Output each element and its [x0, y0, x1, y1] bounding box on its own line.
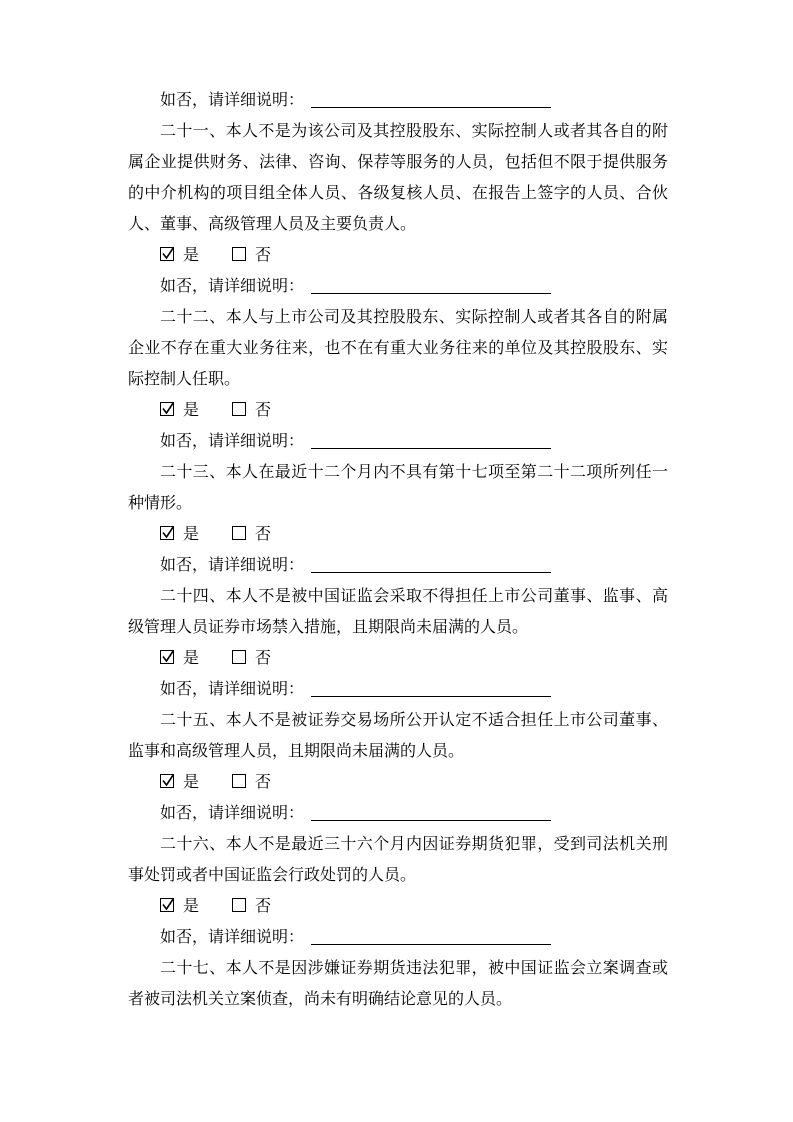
declaration-item: [128, 953, 668, 1015]
document-content: [128, 85, 668, 1015]
no-option[interactable]: [232, 643, 271, 674]
declaration-item: [128, 116, 668, 302]
followup-row: [128, 922, 668, 953]
followup-row: [128, 674, 668, 705]
no-label: 否: [255, 526, 272, 543]
item-text: 二十六、本人不是最近三十六个月内因证券期货犯罪，受到司法机关刑事处罚或者中国证监会行政处罚的人员。: [128, 836, 668, 884]
followup-row-continuation: [128, 85, 668, 116]
item-text: 二十五、本人不是被证券交易场所公开认定不适合担任上市公司董事、监事和高级管理人员，且期限尚未届满的人员。: [128, 712, 668, 760]
followup-prompt: 如否，请详细说明：: [160, 681, 305, 698]
yes-label: 是: [183, 650, 200, 667]
no-checkbox-icon[interactable]: [232, 526, 246, 540]
no-checkbox-icon[interactable]: [232, 650, 246, 664]
no-option[interactable]: [232, 891, 271, 922]
yes-option[interactable]: [160, 519, 199, 550]
no-option[interactable]: [232, 395, 271, 426]
no-label: 否: [255, 247, 272, 264]
declaration-item: [128, 829, 668, 953]
yes-label: 是: [183, 898, 200, 915]
followup-row: [128, 426, 668, 457]
no-option[interactable]: [232, 767, 271, 798]
no-checkbox-icon[interactable]: [232, 774, 246, 788]
yes-checkbox-icon[interactable]: [160, 774, 174, 788]
followup-prompt: 如否，请详细说明：: [160, 433, 305, 450]
item-text: 二十四、本人不是被中国证监会采取不得担任上市公司董事、监事、高级管理人员证券市场禁入措施，且期限尚未届满的人员。: [128, 588, 668, 636]
followup-blank-field[interactable]: [311, 447, 551, 449]
options-row: [128, 240, 668, 271]
item-text: 二十一、本人不是为该公司及其控股股东、实际控制人或者其各自的附属企业提供财务、法律、咨询、保荐等服务的人员，包括但不限于提供服务的中介机构的项目组全体人员、各级复核人员、在报告上签字的人员、合伙人、董事、高级管理人员及主要负责人。: [128, 123, 668, 233]
no-checkbox-icon[interactable]: [232, 402, 246, 416]
yes-label: 是: [183, 247, 200, 264]
followup-prompt: 如否，请详细说明：: [160, 929, 305, 946]
followup-blank-field[interactable]: [311, 695, 551, 697]
declaration-item: [128, 705, 668, 829]
yes-option[interactable]: [160, 891, 199, 922]
options-row: [128, 395, 668, 426]
followup-blank-field[interactable]: [311, 292, 551, 294]
yes-label: 是: [183, 526, 200, 543]
no-checkbox-icon[interactable]: [232, 247, 246, 261]
followup-prompt: 如否，请详细说明：: [160, 557, 305, 574]
followup-blank-field[interactable]: [311, 106, 551, 108]
no-option[interactable]: [232, 519, 271, 550]
followup-blank-field[interactable]: [311, 819, 551, 821]
declaration-item: [128, 457, 668, 581]
followup-blank-field[interactable]: [311, 943, 551, 945]
yes-checkbox-icon[interactable]: [160, 247, 174, 261]
yes-label: 是: [183, 774, 200, 791]
options-row: [128, 643, 668, 674]
no-label: 否: [255, 774, 272, 791]
followup-prompt: 如否，请详细说明：: [160, 805, 305, 822]
followup-prompt: 如否，请详细说明：: [160, 278, 305, 295]
followup-prompt: 如否，请详细说明：: [160, 92, 305, 109]
declaration-item: [128, 302, 668, 457]
no-option[interactable]: [232, 240, 271, 271]
yes-checkbox-icon[interactable]: [160, 402, 174, 416]
yes-option[interactable]: [160, 395, 199, 426]
declaration-item: [128, 581, 668, 705]
no-label: 否: [255, 898, 272, 915]
no-label: 否: [255, 650, 272, 667]
item-text: 二十二、本人与上市公司及其控股股东、实际控制人或者其各自的附属企业不存在重大业务往来，也不在有重大业务往来的单位及其控股股东、实际控制人任职。: [128, 309, 668, 388]
item-text: 二十三、本人在最近十二个月内不具有第十七项至第二十二项所列任一种情形。: [128, 464, 668, 512]
yes-option[interactable]: [160, 643, 199, 674]
options-row: [128, 767, 668, 798]
followup-row: [128, 550, 668, 581]
yes-option[interactable]: [160, 240, 199, 271]
options-row: [128, 519, 668, 550]
yes-checkbox-icon[interactable]: [160, 898, 174, 912]
options-row: [128, 891, 668, 922]
yes-checkbox-icon[interactable]: [160, 526, 174, 540]
item-text: 二十七、本人不是因涉嫌证券期货违法犯罪，被中国证监会立案调查或者被司法机关立案侦查，尚未有明确结论意见的人员。: [128, 960, 668, 1008]
followup-blank-field[interactable]: [311, 571, 551, 573]
followup-row: [128, 798, 668, 829]
yes-label: 是: [183, 402, 200, 419]
declaration-items: [128, 116, 668, 1015]
yes-checkbox-icon[interactable]: [160, 650, 174, 664]
yes-option[interactable]: [160, 767, 199, 798]
followup-row: [128, 271, 668, 302]
no-checkbox-icon[interactable]: [232, 898, 246, 912]
no-label: 否: [255, 402, 272, 419]
